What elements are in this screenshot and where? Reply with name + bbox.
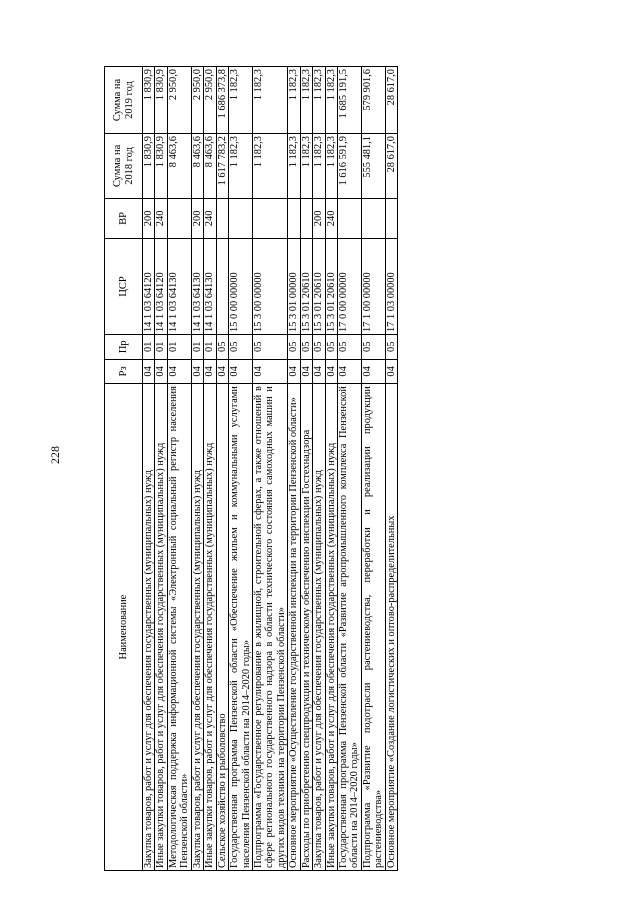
row-csr: 14 1 03 64130 bbox=[204, 238, 216, 334]
column-header: ЦСР bbox=[105, 238, 143, 334]
row-sum-2018: 8 463,6 bbox=[191, 134, 203, 199]
row-sum-2019: 2 950,0 bbox=[191, 67, 203, 134]
column-header: ВР bbox=[105, 198, 143, 238]
table-row bbox=[229, 67, 253, 871]
row-vr bbox=[167, 198, 191, 238]
row-pr: 05 bbox=[216, 335, 228, 360]
row-sum-2018: 555 481,1 bbox=[361, 134, 385, 199]
row-sum-2018: 1 182,3 bbox=[252, 134, 287, 199]
row-sum-2019: 1 685 191,5 bbox=[338, 67, 362, 134]
row-name: Подпрограмма «Государственное регулирование в жилищной, строительной сферах, а также отношений в сфере регионального государственного надзора в области технического состояния самоходных машин и других видов техники на территории Пензенской области» bbox=[252, 384, 287, 871]
row-sum-2018: 1 617 783,2 bbox=[216, 134, 228, 199]
table-body bbox=[143, 67, 398, 871]
row-sum-2019: 1 182,3 bbox=[229, 67, 253, 134]
row-vr bbox=[229, 198, 253, 238]
table-row bbox=[167, 67, 191, 871]
page-number: 228 bbox=[48, 446, 62, 464]
table-row bbox=[216, 67, 228, 871]
row-pr: 05 bbox=[288, 335, 300, 360]
budget-table bbox=[104, 66, 398, 871]
row-vr: 200 bbox=[143, 198, 155, 238]
row-sum-2018: 1 830,9 bbox=[155, 134, 167, 199]
row-csr: 15 0 00 00000 bbox=[229, 238, 253, 334]
rotated-page bbox=[104, 66, 558, 871]
table-row bbox=[204, 67, 216, 871]
table-row bbox=[300, 67, 312, 871]
row-pr: 01 bbox=[191, 335, 203, 360]
row-csr: 14 1 03 64130 bbox=[167, 238, 191, 334]
row-sum-2018: 1 182,3 bbox=[300, 134, 312, 199]
row-rz: 04 bbox=[204, 359, 216, 384]
row-pr: 01 bbox=[143, 335, 155, 360]
row-name: Основное мероприятие «Создание логистических и оптово-распределительных bbox=[385, 384, 397, 871]
row-rz: 04 bbox=[167, 359, 191, 384]
row-csr: 15 3 01 20610 bbox=[300, 238, 312, 334]
table-row bbox=[155, 67, 167, 871]
column-header: Сумма на 2018 год bbox=[105, 134, 143, 199]
row-sum-2018: 1 182,3 bbox=[313, 134, 325, 199]
column-header: Пр bbox=[105, 335, 143, 360]
row-vr bbox=[338, 198, 362, 238]
row-sum-2018: 1 182,3 bbox=[325, 134, 337, 199]
table-row bbox=[191, 67, 203, 871]
row-sum-2018: 28 617,0 bbox=[385, 134, 397, 199]
row-rz: 04 bbox=[143, 359, 155, 384]
row-csr: 14 1 03 64130 bbox=[191, 238, 203, 334]
column-header: Наименование bbox=[105, 384, 143, 871]
row-sum-2019: 1 830,9 bbox=[155, 67, 167, 134]
row-rz: 04 bbox=[300, 359, 312, 384]
table-row bbox=[361, 67, 385, 871]
row-csr: 17 1 00 00000 bbox=[361, 238, 385, 334]
row-rz: 04 bbox=[385, 359, 397, 384]
row-vr: 240 bbox=[155, 198, 167, 238]
row-name: Сельское хозяйство и рыболовство bbox=[216, 384, 228, 871]
row-rz: 04 bbox=[191, 359, 203, 384]
row-csr bbox=[216, 238, 228, 334]
row-csr: 15 3 01 20610 bbox=[313, 238, 325, 334]
row-sum-2019: 1 182,3 bbox=[300, 67, 312, 134]
row-vr: 200 bbox=[191, 198, 203, 238]
row-vr bbox=[300, 198, 312, 238]
row-name: Государственная программа Пензенской области «Обеспечение жильем и коммунальными услугами населения Пензенской области на 2014–2020 годы» bbox=[229, 384, 253, 871]
row-csr: 17 0 00 00000 bbox=[338, 238, 362, 334]
row-pr: 05 bbox=[338, 335, 362, 360]
row-sum-2019: 1 182,3 bbox=[325, 67, 337, 134]
row-csr: 14 1 03 64120 bbox=[143, 238, 155, 334]
row-sum-2018: 8 463,6 bbox=[167, 134, 191, 199]
row-sum-2019: 2 950,0 bbox=[204, 67, 216, 134]
row-sum-2019: 1 686 373,8 bbox=[216, 67, 228, 134]
row-csr: 15 3 01 00000 bbox=[288, 238, 300, 334]
row-name: Расходы по приобретению спецпродукции и техническому обеспечению инспекции Гостехнадзора bbox=[300, 384, 312, 871]
row-sum-2019: 1 182,3 bbox=[313, 67, 325, 134]
row-pr: 01 bbox=[204, 335, 216, 360]
row-vr: 240 bbox=[325, 198, 337, 238]
row-rz: 04 bbox=[361, 359, 385, 384]
row-sum-2018: 8 463,6 bbox=[204, 134, 216, 199]
row-rz: 04 bbox=[288, 359, 300, 384]
row-rz: 04 bbox=[338, 359, 362, 384]
row-rz: 04 bbox=[325, 359, 337, 384]
row-pr: 05 bbox=[313, 335, 325, 360]
row-sum-2019: 1 182,3 bbox=[288, 67, 300, 134]
row-name: Иные закупки товаров, работ и услуг для обеспечения государственных (муниципальных) нужд bbox=[325, 384, 337, 871]
row-pr: 05 bbox=[361, 335, 385, 360]
row-name: Закупка товаров, работ и услуг для обеспечения государственных (муниципальных) нужд bbox=[191, 384, 203, 871]
row-pr: 01 bbox=[155, 335, 167, 360]
row-sum-2018: 1 182,3 bbox=[229, 134, 253, 199]
row-sum-2018: 1 830,9 bbox=[143, 134, 155, 199]
column-header: Рз bbox=[105, 359, 143, 384]
row-pr: 05 bbox=[300, 335, 312, 360]
row-pr: 05 bbox=[325, 335, 337, 360]
row-sum-2019: 2 950,0 bbox=[167, 67, 191, 134]
row-vr bbox=[385, 198, 397, 238]
row-vr: 240 bbox=[204, 198, 216, 238]
row-sum-2019: 28 617,0 bbox=[385, 67, 397, 134]
header-row bbox=[105, 67, 143, 871]
row-vr bbox=[288, 198, 300, 238]
row-sum-2019: 1 182,3 bbox=[252, 67, 287, 134]
row-pr: 05 bbox=[229, 335, 253, 360]
row-rz: 04 bbox=[313, 359, 325, 384]
row-name: Методологическая поддержка информационной системы «Электронный социальный регистр населения Пензенской области» bbox=[167, 384, 191, 871]
row-csr: 15 3 01 20610 bbox=[325, 238, 337, 334]
table-row bbox=[143, 67, 155, 871]
table-row bbox=[385, 67, 397, 871]
row-csr: 17 1 03 00000 bbox=[385, 238, 397, 334]
row-sum-2018: 1 616 591,9 bbox=[338, 134, 362, 199]
table-row bbox=[288, 67, 300, 871]
row-vr: 200 bbox=[313, 198, 325, 238]
row-rz: 04 bbox=[155, 359, 167, 384]
row-csr: 14 1 03 64120 bbox=[155, 238, 167, 334]
row-csr: 15 3 00 00000 bbox=[252, 238, 287, 334]
row-name: Государственная программа Пензенской области «Развитие агропромышленного комплекса Пензенской области на 2014–2020 годы» bbox=[338, 384, 362, 871]
row-rz: 04 bbox=[216, 359, 228, 384]
row-name: Закупка товаров, работ и услуг для обеспечения государственных (муниципальных) нужд bbox=[143, 384, 155, 871]
table-row bbox=[325, 67, 337, 871]
table-row bbox=[313, 67, 325, 871]
row-name: Подпрограмма «Развитие подотрасли растениеводства, переработки и реализации продукции растениеводства» bbox=[361, 384, 385, 871]
row-pr: 05 bbox=[252, 335, 287, 360]
row-rz: 04 bbox=[252, 359, 287, 384]
table-row bbox=[252, 67, 287, 871]
row-pr: 01 bbox=[167, 335, 191, 360]
table-row bbox=[338, 67, 362, 871]
column-header: Сумма на 2019 год bbox=[105, 67, 143, 134]
row-name: Иные закупки товаров, работ и услуг для обеспечения государственных (муниципальных) нужд bbox=[155, 384, 167, 871]
row-vr bbox=[361, 198, 385, 238]
row-name: Основное мероприятие «Осуществление государственной инспекции на территории Пензенской области» bbox=[288, 384, 300, 871]
row-name: Иные закупки товаров, работ и услуг для обеспечения государственных (муниципальных) нужд bbox=[204, 384, 216, 871]
row-vr bbox=[216, 198, 228, 238]
row-sum-2019: 579 901,6 bbox=[361, 67, 385, 134]
row-rz: 04 bbox=[229, 359, 253, 384]
row-sum-2018: 1 182,3 bbox=[288, 134, 300, 199]
row-name: Закупка товаров, работ и услуг для обеспечения государственных (муниципальных) нужд bbox=[313, 384, 325, 871]
row-pr: 05 bbox=[385, 335, 397, 360]
row-sum-2019: 1 830,9 bbox=[143, 67, 155, 134]
row-vr bbox=[252, 198, 287, 238]
